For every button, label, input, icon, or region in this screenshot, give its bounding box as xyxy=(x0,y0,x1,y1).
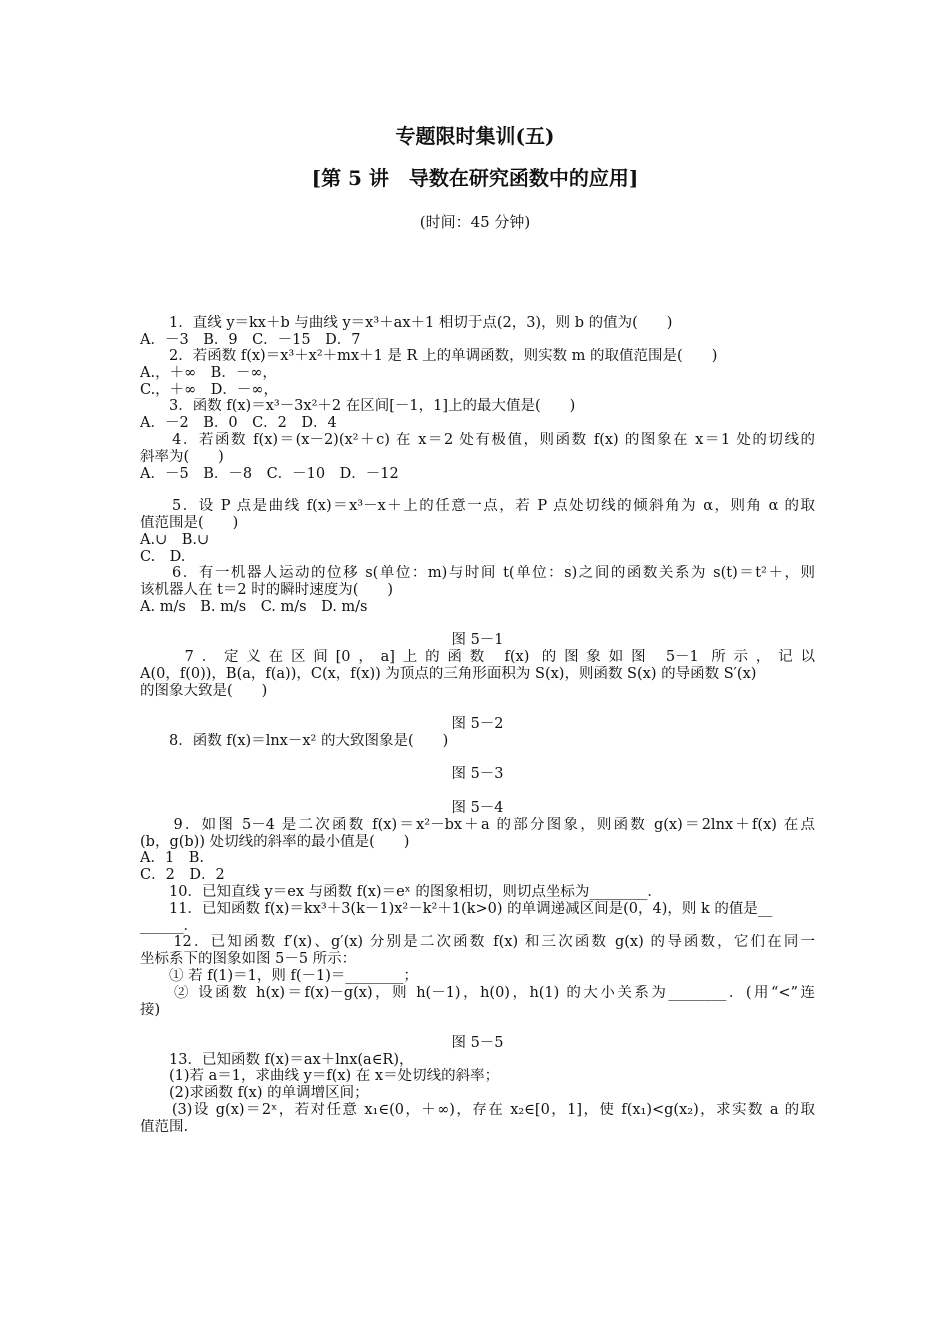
problem-4-options: A．－5 B．－8 C．－10 D．－12 xyxy=(140,466,399,482)
problem-3-line: 3．函数 f(x)＝x³－3x²＋2 在区间[－1，1]上的最大值是( ) xyxy=(140,398,576,414)
problem-13-line: 13．已知函数 f(x)＝ax＋lnx(a∈R)， xyxy=(140,1052,414,1068)
problem-8-line: 8．函数 f(x)＝lnx－x² 的大致图象是( ) xyxy=(140,733,449,749)
problem-7-line: 7．定义在区间[0，a]上的函数 f(x) 的图象如图 5－1 所示，记以 xyxy=(140,649,815,665)
problem-9-options-c: C．2 D．2 xyxy=(140,867,225,883)
problem-6-options: A. m/s B. m/s C. m/s D. m/s xyxy=(140,599,368,615)
problem-3-options: A．－2 B．0 C．2 D．4 xyxy=(140,415,337,431)
problem-5-options-a: A.∪ B.∪ xyxy=(140,532,210,548)
figure-caption-5-5: 图 5－5 xyxy=(451,1035,504,1051)
problem-5-options-c: C. D. xyxy=(140,549,186,565)
problem-13-part-2: (2)求函数 f(x) 的单调增区间； xyxy=(140,1085,369,1101)
problem-9-options-a: A．1 B. xyxy=(140,850,204,866)
time-note: (时间：45 分钟) xyxy=(419,213,531,231)
problem-2-line: 2．若函数 f(x)＝x³＋x²＋mx＋1 是 R 上的单调函数，则实数 m 的取值范围是( ) xyxy=(140,348,718,364)
problem-9-line: 9．如图 5－4 是二次函数 f(x)＝x²－bx＋a 的部分图象，则函数 g(x)＝2lnx＋f(x) 在点 xyxy=(140,817,815,833)
problem-7-line-3: 的图象大致是( ) xyxy=(140,683,268,699)
problem-1-options: A．－3 B．9 C．－15 D．7 xyxy=(140,332,361,348)
problem-5-line-2: 值范围是( ) xyxy=(140,515,239,531)
problem-12-part-2: ② 设函数 h(x)＝f(x)－g(x)，则 h(－1)，h(0)，h(1) 的大小关系为________．(用“<”连 xyxy=(140,985,815,1001)
problem-13-part-3-end: 值范围. xyxy=(140,1119,189,1135)
problem-7-line-2: A(0，f(0))，B(a，f(a))，C(x，f(x)) 为顶点的三角形面积为 S(x)，则函数 S(x) 的导函数 S′(x) xyxy=(140,666,757,682)
problem-13-part-1: (1)若 a＝1，求曲线 y＝f(x) 在 x＝处切线的斜率； xyxy=(140,1068,500,1084)
problem-5-line: 5．设 P 点是曲线 f(x)＝x³－x＋上的任意一点，若 P 点处切线的倾斜角为 α，则角 α 的取 xyxy=(140,498,815,514)
problem-2-options-c: C.，＋∞ D．－∞， xyxy=(140,382,278,398)
problem-12-line-2: 坐标系下的图象如图 5－5 所示： xyxy=(140,951,357,967)
problem-4-line: 4．若函数 f(x)＝(x－2)(x²＋c) 在 x＝2 处有极值，则函数 f(x) 的图象在 x＝1 处的切线的 xyxy=(140,432,815,448)
problem-12-line: 12．已知函数 f′(x)、g′(x) 分别是二次函数 f(x) 和三次函数 g(x) 的导函数，它们在同一 xyxy=(140,934,815,950)
problem-11-line: 11．已知函数 f(x)＝kx³＋3(k－1)x²－k²＋1(k>0) 的单调递减区间是(0，4)，则 k 的值是__ xyxy=(140,901,773,917)
problem-10-line: 10．已知直线 y＝ex 与函数 f(x)＝eˣ 的图象相切，则切点坐标为________． xyxy=(140,884,662,900)
figure-caption-5-4: 图 5－4 xyxy=(451,800,504,816)
figure-caption-5-2: 图 5－2 xyxy=(451,716,504,732)
problem-13-part-3: (3)设 g(x)＝2ˣ，若对任意 x₁∈(0，＋∞)，存在 x₂∈[0，1]，使 f(x₁)<g(x₂)，求实数 a 的取 xyxy=(140,1102,815,1118)
page-title: 专题限时集训(五) xyxy=(395,124,555,148)
figure-caption-5-3: 图 5－3 xyxy=(451,766,504,782)
problem-2-options-a: A.，＋∞ B．－∞， xyxy=(140,365,277,381)
problem-1-line: 1．直线 y＝kx＋b 与曲线 y＝x³＋ax＋1 相切于点(2，3)，则 b 的值为( ) xyxy=(140,315,673,331)
problem-6-line-2: 该机器人在 t＝2 时的瞬时速度为( ) xyxy=(140,582,394,598)
problem-11-line-2: ______． xyxy=(140,918,198,934)
problem-12-part-1: ① 若 f(1)＝1，则 f(－1)＝________； xyxy=(140,968,418,984)
problem-12-part-2-end: 接) xyxy=(140,1002,161,1018)
figure-caption-5-1: 图 5－1 xyxy=(451,632,504,648)
problem-9-line-2: (b，g(b)) 处切线的斜率的最小值是( ) xyxy=(140,834,410,850)
problem-4-line-2: 斜率为( ) xyxy=(140,449,224,465)
page-subtitle: [第 5 讲 导数在研究函数中的应用] xyxy=(311,166,639,190)
problem-6-line: 6．有一机器人运动的位移 s(单位：m)与时间 t(单位：s)之间的函数关系为 s(t)＝t²＋，则 xyxy=(140,565,815,581)
